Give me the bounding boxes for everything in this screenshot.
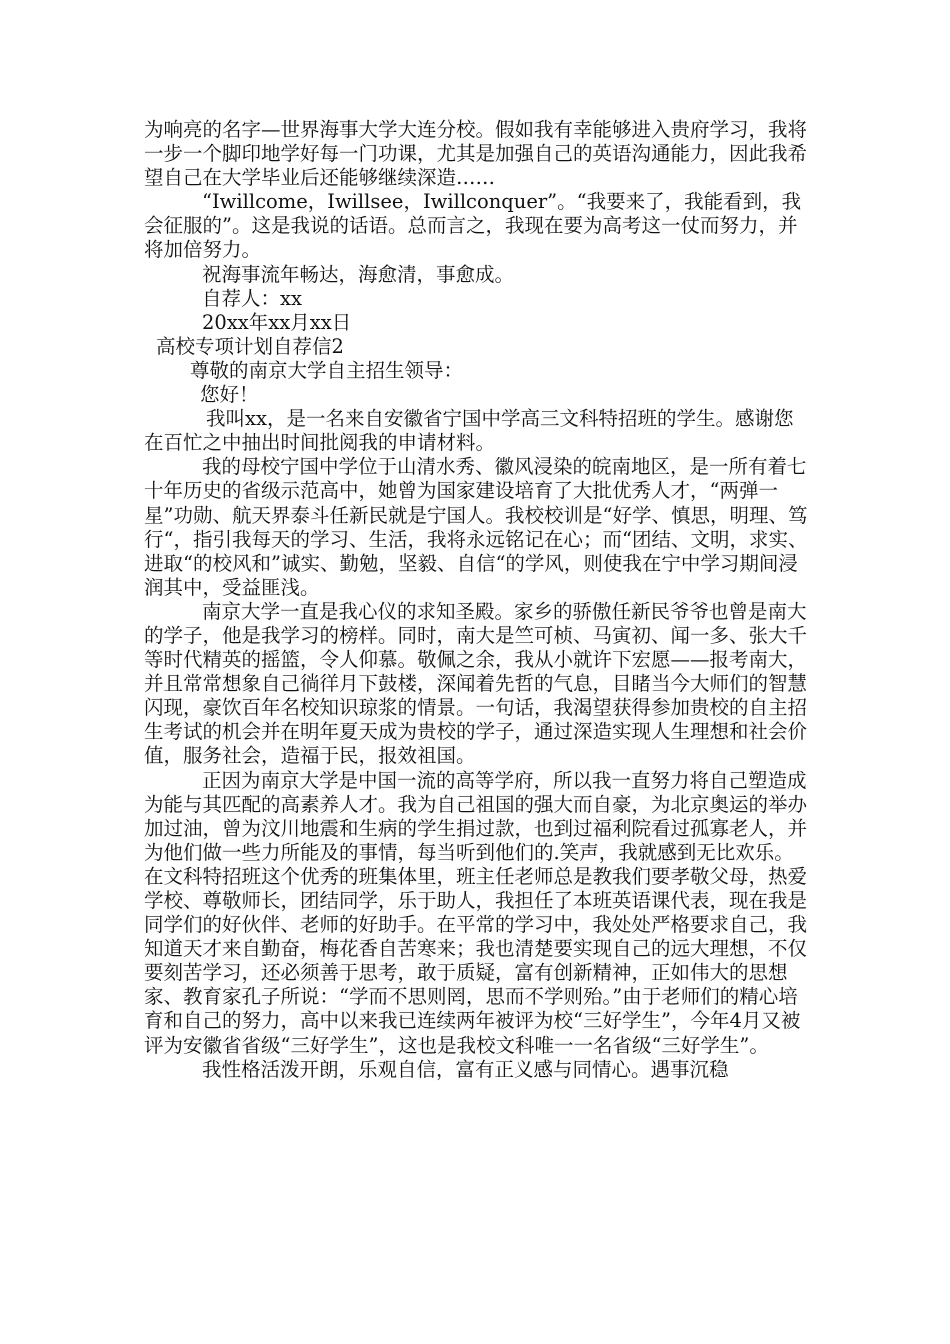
salutation: 尊敬的南京大学自主招生领导： — [190, 358, 464, 382]
letter-title: 高校专项计划自荐信2 — [156, 334, 344, 358]
paragraph-achievements: 正因为南京大学是中国一流的高等学府，所以我一直努力将自己塑造成为能与其匹配的高素养人才。我为自己祖国的强大而自豪，为北京奥运的举办加过油，曾为汶川地震和生病的学生捐过款，也到过福利院看过孤寡老人，并为他们做一些力所能及的事情，每当听到他们的.笑声，我就感到无比欢乐。在文科特招班这个优秀的班集体里，班主任老师总是教我们要孝敬父母，热爱学校、尊敬师长，团结同学，乐于助人，我担任了本班英语课代表，现在我是同学们的好伙伴、老师的好助手。在平常的学习中，我处处严格要求自己，我知道天才来自勤奋，梅花香自苦寒来；我也清楚要实现自己的远大理想，不仅要刻苦学习，还必须善于思考，敢于质疑，富有创新精神，正如伟大的思想家、教育家孔子所说：“学而不思则罔，思而不学则殆。”由于老师们的精心培育和自己的努力，高中以来我已连续两年被评为校“三好学生”，今年4月又被评为安徽省省级“三好学生”，这也是我校文科唯一一名省级“三好学生”。 — [144, 768, 808, 1057]
paragraph-personality: 我性格活泼开朗，乐观自信，富有正义感与同情心。遇事沉稳 — [202, 1057, 729, 1081]
paragraph-school: 我的母校宁国中学位于山清水秀、徽风浸染的皖南地区，是一所有着七十年历史的省级示范高中，她曾为国家建设培育了大批优秀人才，“两弹一星”功勋、航天界泰斗任新民就是宁国人。我校校训是“好学、慎思，明理、笃行“，指引我每天的学习、生活，我将永远铭记在心；而“团结、文明，求实、进取“的校风和”诚实、勤勉，坚毅、自信“的学风，则使我在宁中学习期间浸润其中，受益匪浅。 — [144, 455, 808, 599]
signature-name: 自荐人：xx — [202, 286, 302, 310]
greeting: 您好！ — [200, 383, 259, 407]
paragraph-nanjing-university: 南京大学一直是我心仪的求知圣殿。家乡的骄傲任新民爷爷也曾是南大的学子，他是我学习的榜样。同时，南大是竺可桢、马寅初、闻一多、张大千等时代精英的摇篮，令人仰慕。敬佩之余，我从小就许下宏愿——报考南大，并且常常想象自己徜徉月下鼓楼，深闻着先哲的气息，目睹当今大师们的智慧闪现，豪饮百年名校知识琼浆的情景。一句话，我渴望获得参加贵校的自主招生考试的机会并在明年夏天成为贵校的学子，通过深造实现人生理想和社会价值，服务社会，造福于民，报效祖国。 — [144, 599, 808, 768]
document-body — [144, 118, 808, 1082]
paragraph-self-intro: 我叫xx，是一名来自安徽省宁国中学高三文科特招班的学生。感谢您在百忙之中抽出时间批阅我的申请材料。 — [144, 407, 794, 455]
paragraph-motto: “Iwillcome，Iwillsee，Iwillconquer”。“我要来了，我能看到，我会征服的”。这是我说的话语。总而言之，我现在要为高考这一仗而努力，并将加倍努力。 — [144, 190, 802, 262]
closing-wish: 祝海事流年畅达，海愈清，事愈成。 — [202, 262, 515, 286]
signature-date: 20xx年xx月xx日 — [202, 310, 352, 334]
paragraph-intro-continued: 为响亮的名字—世界海事大学大连分校。假如我有幸能够进入贵府学习，我将一步一个脚印地学好每一门功课，尤其是加强自己的英语沟通能力，因此我希望自己在大学毕业后还能够继续深造…… — [144, 118, 808, 190]
